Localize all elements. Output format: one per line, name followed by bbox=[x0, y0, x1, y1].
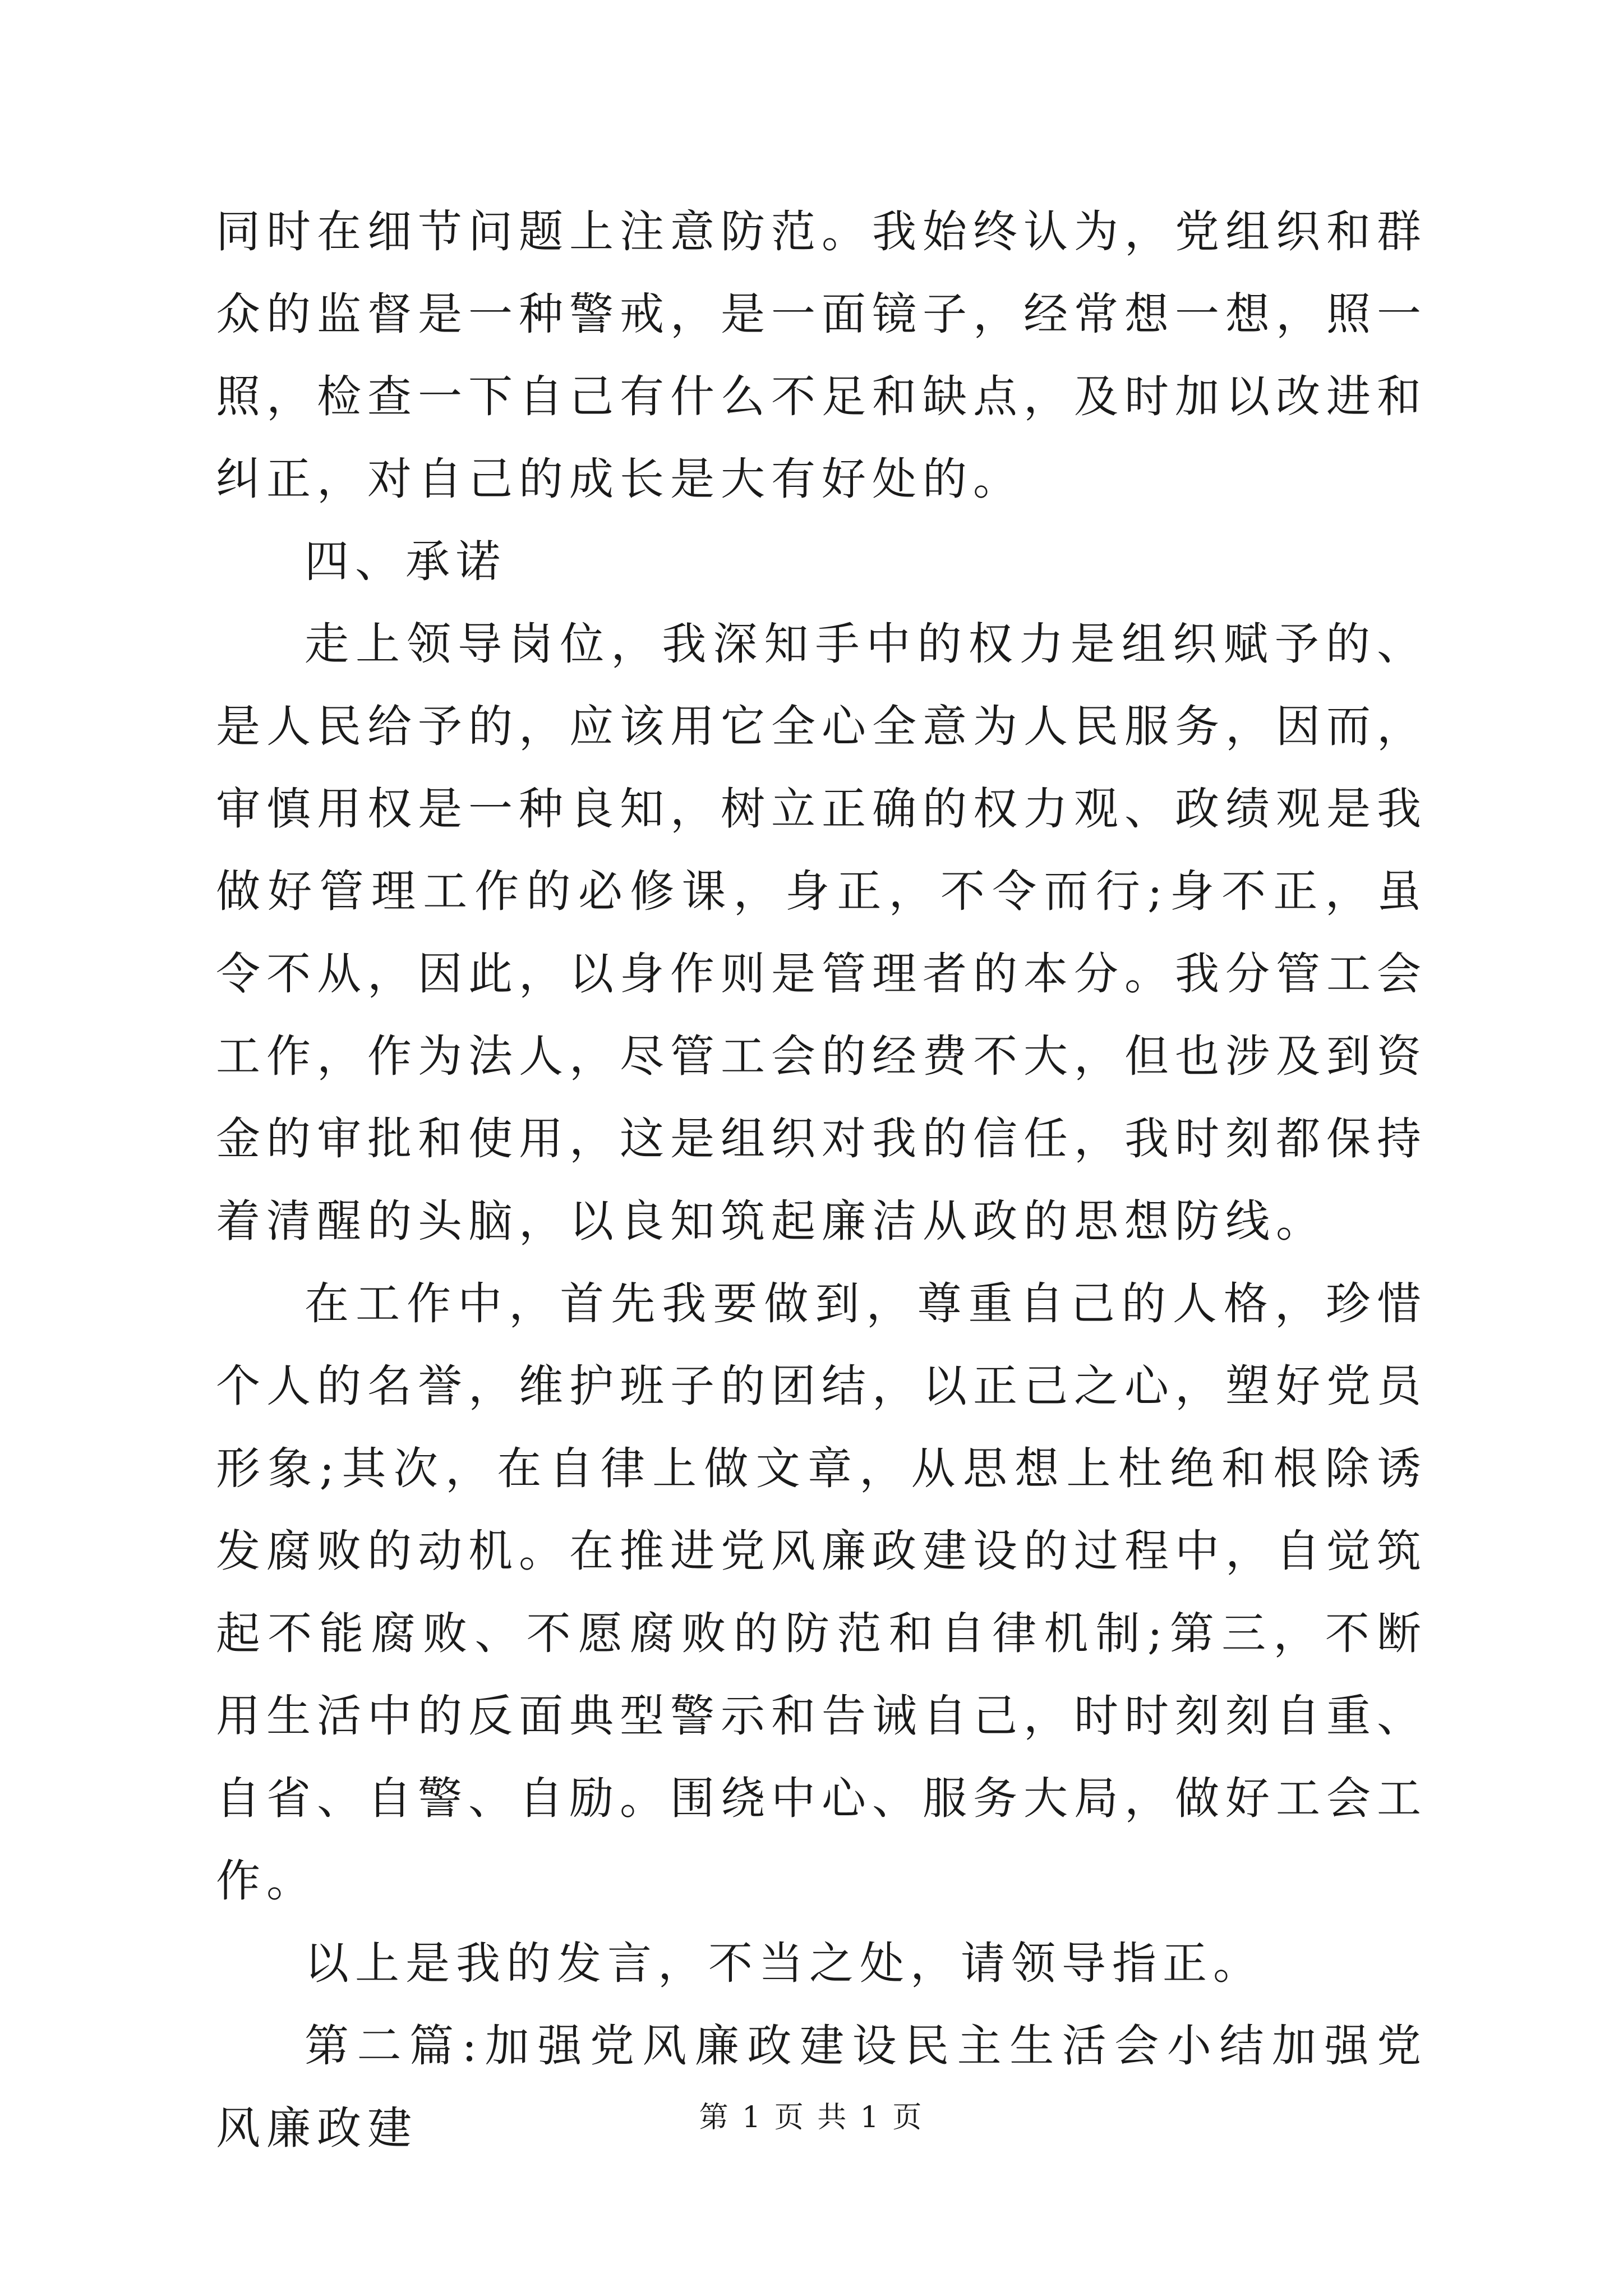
paragraph-closing-remark: 以上是我的发言，不当之处，请领导指正。 bbox=[305, 1938, 1264, 1989]
page-number-footer: 第 1 页 共 1 页 bbox=[699, 2101, 924, 2134]
paragraph-leadership-power: 走上领导岗位，我深知手中的权力是组织赋予的、是人民给予的，应该用它全心全意为人民服务，因而，审慎用权是一种良知，树立正确的权力观、政绩观是我做好管理工作的必修课，身正，不令而行;身不正，虽令不从，因此，以身作则是管理者的本分。我分管工会工作，作为法人，尽管工会的经费不大，但也涉及到资金的审批和使用，这是组织对我的信任，我时刻都保持着清醒的头脑，以良知筑起廉洁从政的思想防线。 bbox=[216, 618, 1427, 1247]
section-heading-commitment: 四、承诺 bbox=[305, 536, 506, 587]
paragraph-second-article-title: 第二篇:加强党风廉政建设民主生活会小结加强党风廉政建 bbox=[216, 2020, 1427, 2154]
paragraph-continuation: 同时在细节问题上注意防范。我始终认为，党组织和群众的监督是一种警戒，是一面镜子，经常想一想，照一照，检查一下自己有什么不足和缺点，及时加以改进和纠正，对自己的成长是大有好处的。 bbox=[216, 206, 1427, 505]
paragraph-work-commitments: 在工作中，首先我要做到，尊重自己的人格，珍惜个人的名誉，维护班子的团结，以正己之心，塑好党员形象;其次，在自律上做文章，从思想上杜绝和根除诱发腐败的动机。在推进党风廉政建设的过程中，自觉筑起不能腐败、不愿腐败的防范和自律机制;第三，不断用生活中的反面典型警示和告诫自己，时时刻刻自重、自省、自警、自励。围绕中心、服务大局，做好工会工作。 bbox=[216, 1278, 1427, 1907]
document-body bbox=[216, 191, 1427, 2170]
